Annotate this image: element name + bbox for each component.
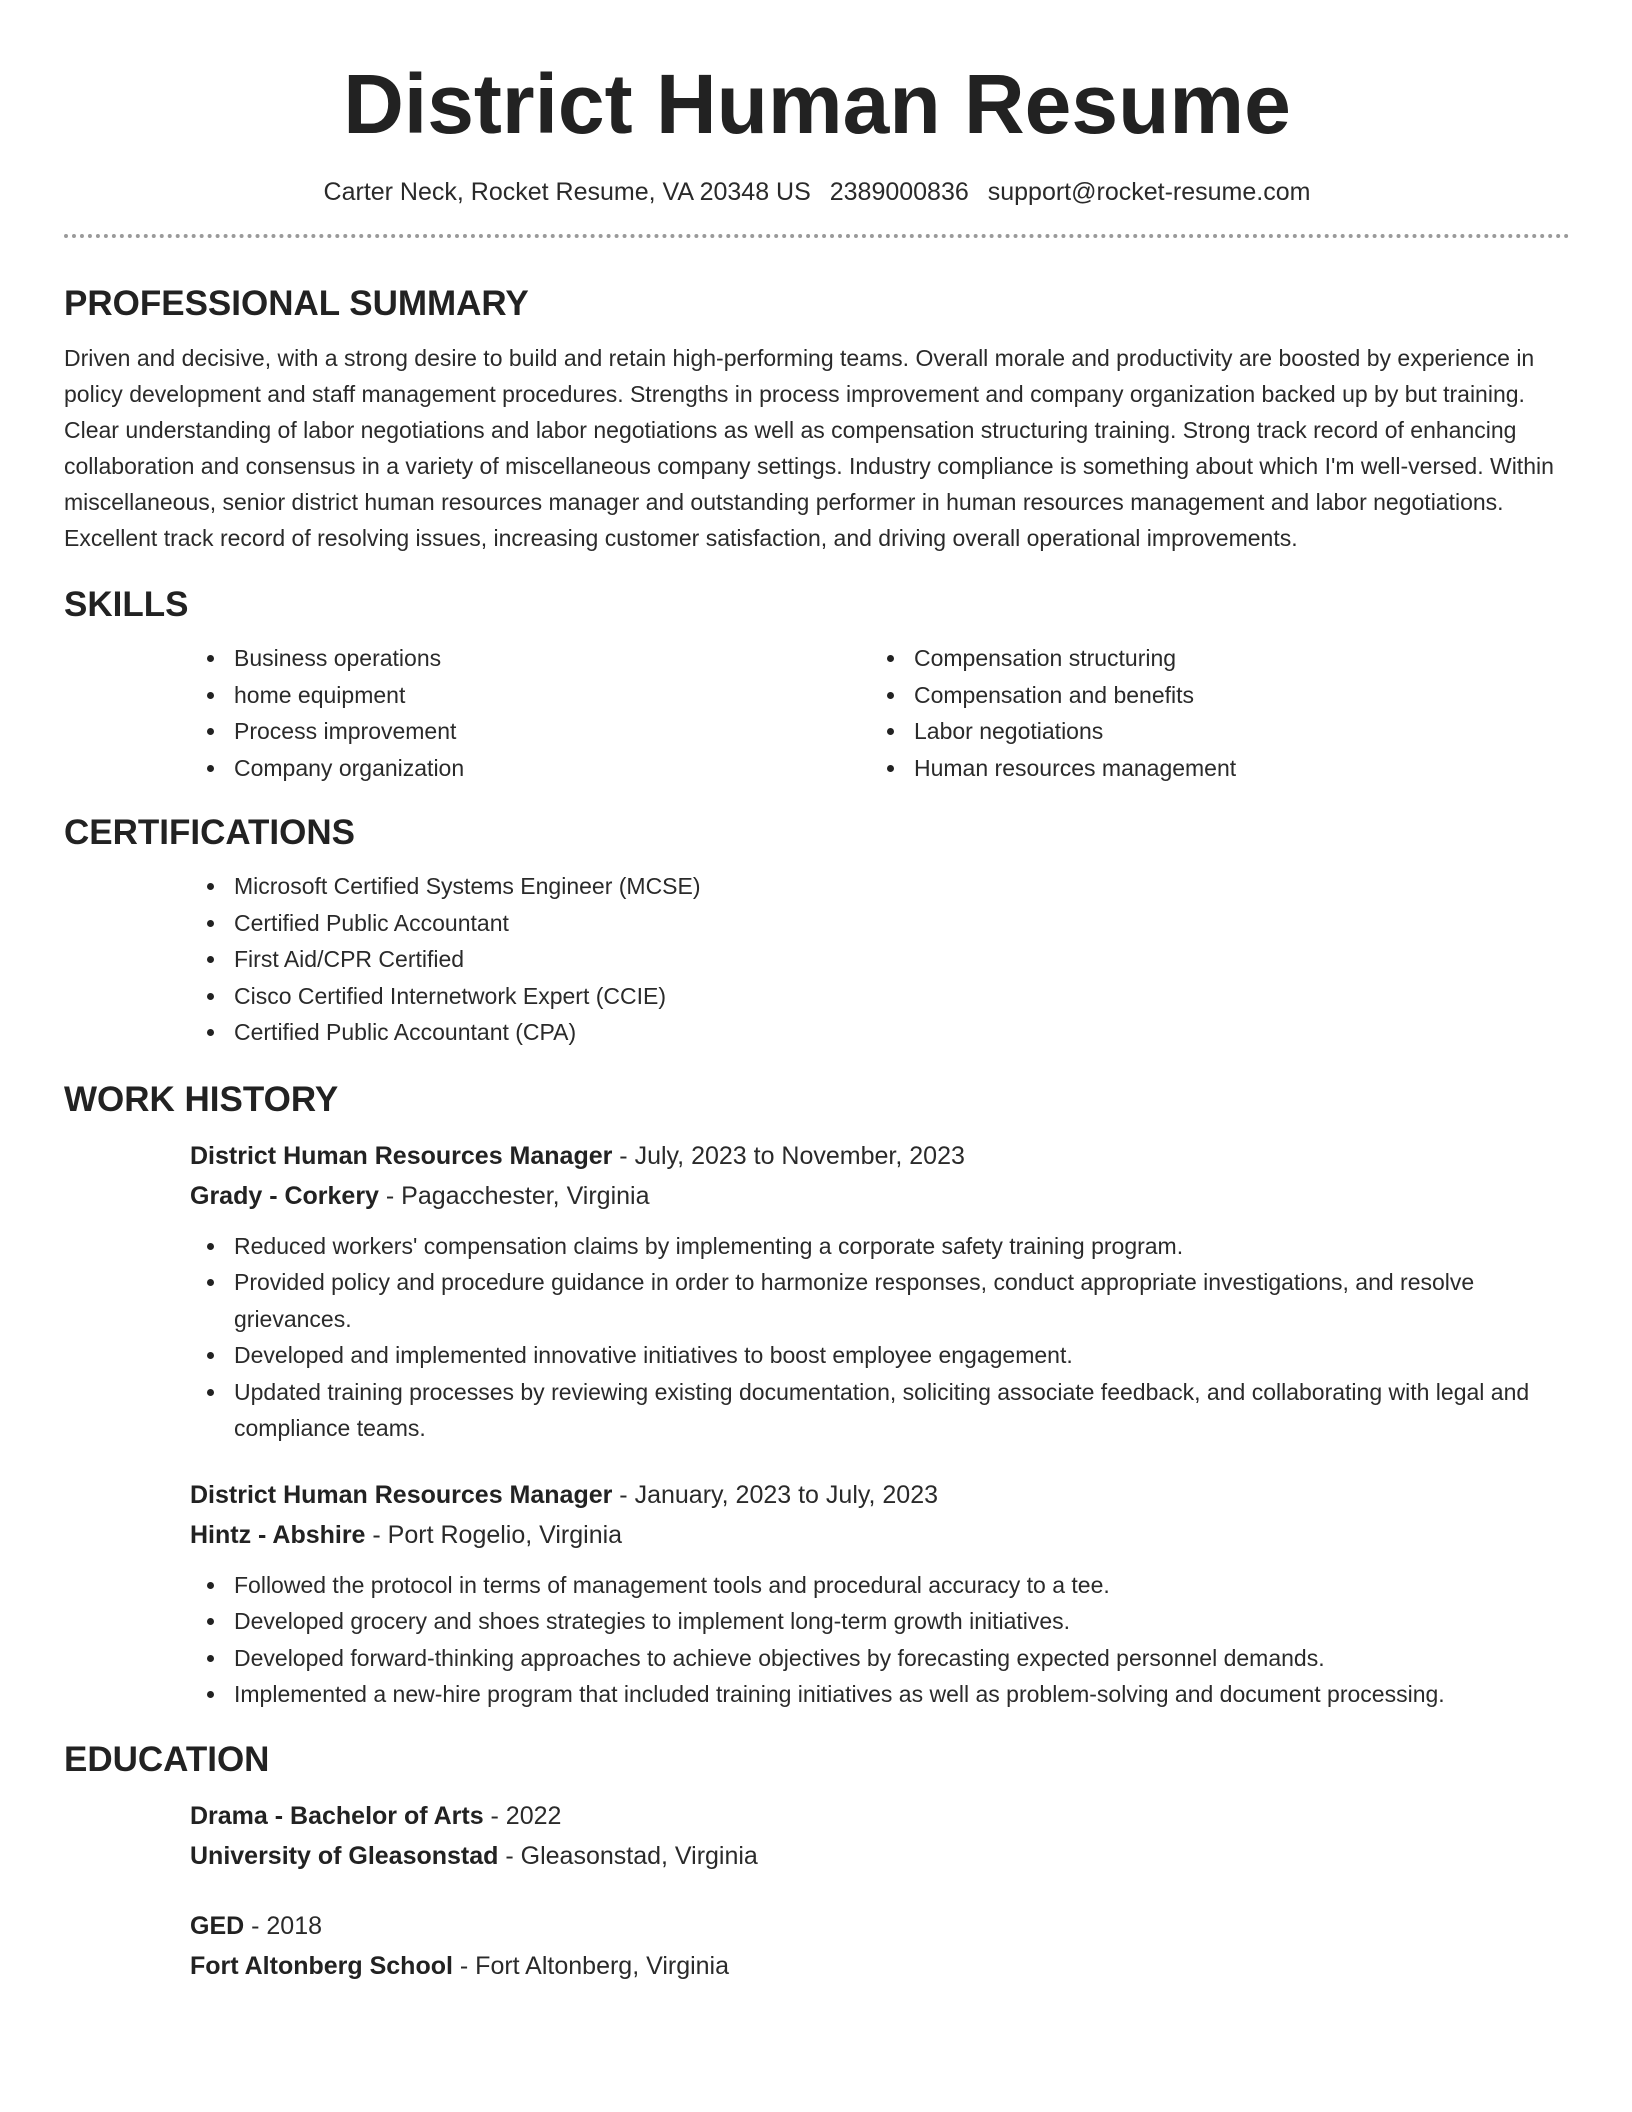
job-bullet: Provided policy and procedure guidance in order to harmonize responses, conduct appropriate investigations, and resolve grievances. [190,1264,1570,1337]
job-bullet: Updated training processes by reviewing existing documentation, soliciting associate feedback, and collaborating with legal and compliance teams. [190,1374,1570,1447]
skill-item: Labor negotiations [870,713,1550,750]
job-role: District Human Resources Manager [190,1480,613,1509]
certifications-list [190,868,1570,1051]
certification-item: First Aid/CPR Certified [190,941,1570,978]
job-bullets [190,1567,1570,1713]
job-bullet: Developed forward-thinking approaches to achieve objectives by forecasting expected personnel demands. [190,1640,1570,1677]
education-school-line [190,1836,1570,1876]
job-bullet: Developed and implemented innovative initiatives to boost employee engagement. [190,1337,1570,1374]
certification-item: Microsoft Certified Systems Engineer (MCSE) [190,868,1570,905]
education-degree: Drama - Bachelor of Arts [190,1801,484,1830]
education-degree-line [190,1906,1570,1946]
education-entry [190,1796,1570,1876]
education-school: University of Gleasonstad [190,1841,499,1870]
job-bullet: Developed grocery and shoes strategies to implement long-term growth initiatives. [190,1603,1570,1640]
job-bullet: Reduced workers' compensation claims by implementing a corporate safety training program. [190,1228,1570,1265]
education-year: - 2018 [244,1911,323,1940]
education-heading: EDUCATION [64,1739,270,1779]
education-year: - 2022 [483,1801,562,1830]
job-company-line [190,1176,1570,1216]
job-company: Hintz - Abshire [190,1520,366,1549]
skill-item: Human resources management [870,750,1550,787]
education-school: Fort Altonberg School [190,1951,453,1980]
work-history-heading: WORK HISTORY [64,1079,339,1119]
job-bullet: Implemented a new-hire program that included training initiatives as well as problem-solving and document processing. [190,1676,1570,1713]
contact-phone: 2389000836 [829,178,969,206]
contact-line [64,176,1570,208]
certification-item: Cisco Certified Internetwork Expert (CCIE) [190,978,1570,1015]
job-company-line [190,1515,1570,1555]
job-role: District Human Resources Manager [190,1141,613,1170]
summary-heading: PROFESSIONAL SUMMARY [64,284,529,323]
job-bullets [190,1228,1570,1447]
education-degree-line [190,1796,1570,1836]
resume-page [64,0,1570,1986]
job-location: - Pagacchester, Virginia [378,1181,650,1210]
education-location: - Fort Altonberg, Virginia [452,1951,730,1980]
job-company: Grady - Corkery [190,1181,379,1210]
job-title-line [190,1136,1570,1176]
certifications-heading: CERTIFICATIONS [64,813,356,852]
job-entry [190,1475,1570,1713]
skill-item: Business operations [190,640,870,677]
certification-item: Certified Public Accountant (CPA) [190,1014,1570,1051]
job-dates: - July, 2023 to November, 2023 [612,1141,965,1170]
skill-item: Company organization [190,750,870,787]
contact-address: Carter Neck, Rocket Resume, VA 20348 US [323,178,811,206]
certification-item: Certified Public Accountant [190,905,1570,942]
education-school-line [190,1946,1570,1986]
skill-item: Compensation and benefits [870,677,1550,714]
job-dates: - January, 2023 to July, 2023 [612,1480,939,1509]
summary-text: Driven and decisive, with a strong desire to build and retain high-performing teams. Overall morale and productivity are boosted by experience in policy development and staff management procedures. Strengths in process improvement and company organization backed up by but training. Clear understanding of labor negotiations and labor negotiations as well as compensation structuring training. Strong track record of enhancing collaboration and consensus in a variety of miscellaneous company settings. Industry compliance is something about which I'm well-versed. Within miscellaneous, senior district human resources manager and outstanding performer in human resources management and labor negotiations. Excellent track record of resolving issues, increasing customer satisfaction, and driving overall operational improvements. [64,345,1554,551]
skill-item: home equipment [190,677,870,714]
skills-right-list [870,640,1550,786]
skills-grid [190,640,1570,786]
skill-item: Process improvement [190,713,870,750]
skill-item: Compensation structuring [870,640,1550,677]
header-divider [64,234,1570,238]
resume-name: District Human Resume [343,57,1291,151]
skills-left-list [190,640,870,786]
education-location: - Gleasonstad, Virginia [498,1841,758,1870]
education-entry [190,1906,1570,1986]
job-title-line [190,1475,1570,1515]
job-location: - Port Rogelio, Virginia [365,1520,623,1549]
job-bullet: Followed the protocol in terms of management tools and procedural accuracy to a tee. [190,1567,1570,1604]
job-entry [190,1136,1570,1447]
skills-heading: SKILLS [64,585,189,624]
education-degree: GED [190,1911,245,1940]
contact-email: support@rocket-resume.com [987,178,1311,206]
